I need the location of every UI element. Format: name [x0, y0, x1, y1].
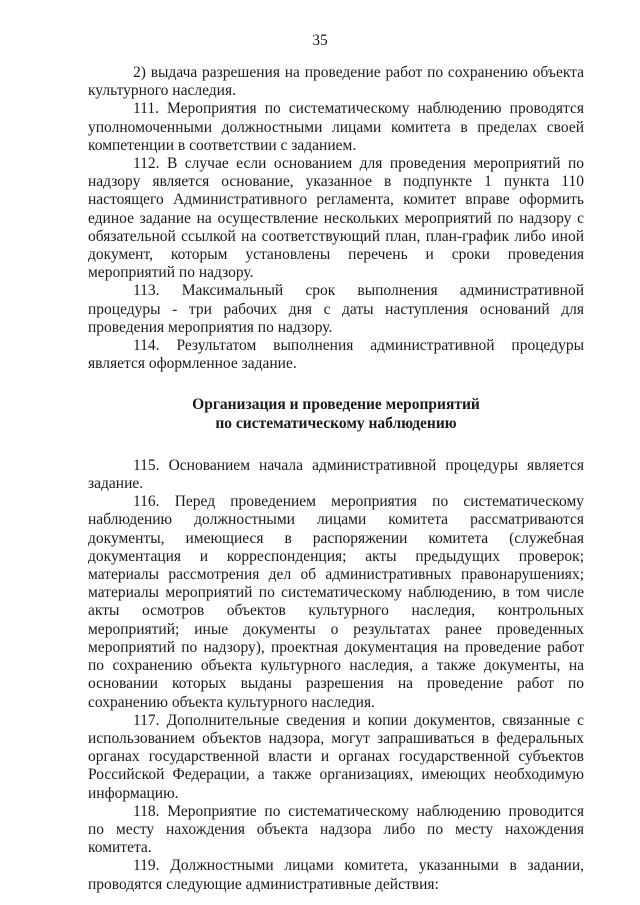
- section-heading-line-1: Организация и проведение мероприятий: [192, 396, 480, 414]
- section-heading-line-2: по систематическому наблюдению: [215, 414, 457, 432]
- paragraph-117: 117. Дополнительные сведения и копии документов, связанные с использованием объектов надзора, могут запрашиваться в федеральных органах государственной власти и органах государственной субъектов Российской Федерации, а также организациях, имеющих необходимую информацию.: [88, 711, 584, 802]
- paragraph-111: 111. Мероприятия по систематическому наблюдению проводятся уполномоченными должностными лицами комитета в пределах своей компетенции в соответствии с заданием.: [88, 100, 584, 154]
- paragraph-115: 115. Основанием начала административной процедуры является задание.: [88, 456, 584, 493]
- document-body: [88, 64, 584, 894]
- paragraph-114: 114. Результатом выполнения административной процедуры является оформленное задание.: [88, 337, 584, 373]
- paragraph-119: 119. Должностными лицами комитета, указанными в задании, проводятся следующие административные действия:: [88, 857, 584, 893]
- page-number: 35: [312, 32, 328, 49]
- paragraph-116: 116. Перед проведением мероприятия по систематическому наблюдению должностными лицами комитета рассматриваются документы, имеющиеся в распоряжении комитета (служебная документация и корреспонденция; акты предыдущих проверок; материалы рассмотрения дел об административных правонарушениях; материалы мероприятий по систематическому наблюдению, в том числе акты осмотров объектов культурного наследия, контрольных мероприятий; иные документы о результатах ранее проведенных мероприятий по надзору), проектная документация на проведение работ по сохранению объекта культурного наследия, а также документы, на основании которых выданы разрешения на проведение работ по сохранению объекта культурного наследия.: [88, 493, 584, 711]
- paragraph-112: 112. В случае если основанием для проведения мероприятий по надзору является основание, указанное в подпункте 1 пункта 110 настоящего Административного регламента, комитет вправе оформить единое задание на осуществление нескольких мероприятий по надзору с обязательной ссылкой на соответствующий план, план-график либо иной документ, которым установлены перечень и сроки проведения мероприятий по надзору.: [88, 155, 584, 282]
- section-heading: [88, 396, 584, 432]
- paragraph-item-2: 2) выдача разрешения на проведение работ по сохранению объекта культурного наследия.: [88, 64, 584, 100]
- paragraph-113: 113. Максимальный срок выполнения административной процедуры - три рабочих дня с даты наступления оснований для проведения мероприятия по надзору.: [88, 282, 584, 336]
- paragraph-118: 118. Мероприятие по систематическому наблюдению проводится по месту нахождения объекта надзора либо по месту нахождения комитета.: [88, 802, 584, 857]
